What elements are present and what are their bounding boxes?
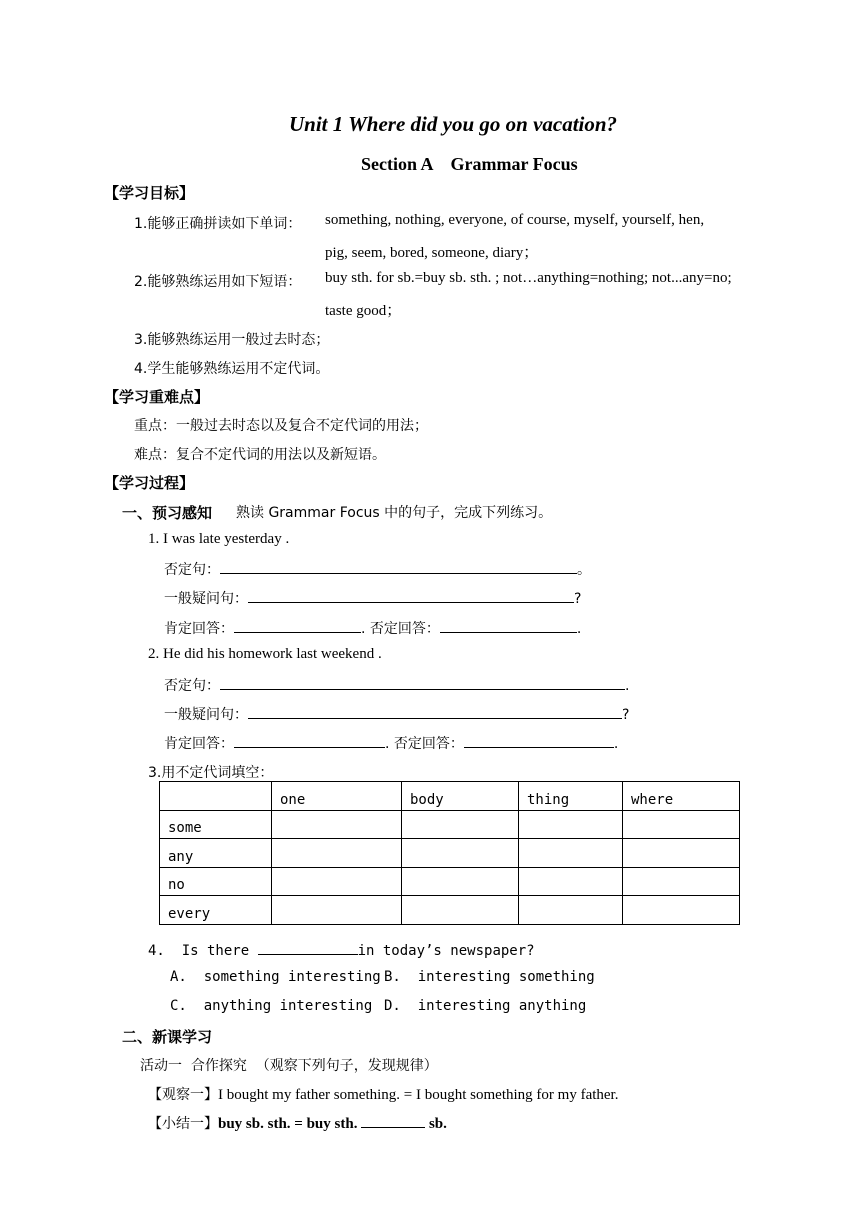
table-header-cell: where bbox=[623, 782, 740, 811]
goal-2-label: 2.能够熟练运用如下短语： bbox=[134, 274, 302, 290]
table-row-label: any bbox=[160, 839, 272, 868]
exercise-1-negative-end: 。 bbox=[577, 562, 591, 578]
exercise-1-no-label: . 否定回答： bbox=[361, 621, 440, 637]
observation-1-text: I bought my father something. = I bought something for my father. bbox=[218, 1087, 619, 1103]
exercise-1-question-label: 一般疑问句： bbox=[164, 591, 248, 607]
goal-2-line-1: buy sth. for sb.=buy sb. sth. ; not…anything=nothing; not...any=no; bbox=[325, 270, 732, 286]
exercise-2-no-blank[interactable] bbox=[464, 733, 614, 748]
table-cell[interactable] bbox=[272, 839, 402, 868]
exercise-1-question-blank[interactable] bbox=[248, 588, 574, 603]
table-cell[interactable] bbox=[402, 896, 519, 925]
table-cell[interactable] bbox=[519, 810, 623, 839]
table-row bbox=[160, 839, 740, 868]
table-header-cell: one bbox=[272, 782, 402, 811]
exercise-2-no-label: . 否定回答： bbox=[385, 736, 464, 752]
table-cell[interactable] bbox=[402, 867, 519, 896]
exercise-1-yes-label: 肯定回答： bbox=[164, 621, 234, 637]
indefinite-pronoun-table bbox=[159, 781, 740, 925]
exercise-2-negative-label: 否定句： bbox=[164, 678, 220, 694]
table-cell[interactable] bbox=[623, 867, 740, 896]
part-2-heading: 二、新课学习 bbox=[122, 1028, 213, 1046]
exercise-4-blank[interactable] bbox=[258, 940, 358, 955]
exercise-2-answer-row bbox=[164, 733, 618, 753]
exercise-2-negative-row bbox=[164, 675, 629, 695]
table-row-label: some bbox=[160, 810, 272, 839]
table-row bbox=[160, 896, 740, 925]
observation-1 bbox=[148, 1084, 618, 1104]
table-header-cell bbox=[160, 782, 272, 811]
exercise-2-question-blank[interactable] bbox=[248, 704, 622, 719]
exercise-2-negative-end: . bbox=[625, 678, 630, 694]
option-b[interactable]: B. interesting something bbox=[384, 969, 595, 985]
table-row bbox=[160, 867, 740, 896]
exercise-1-yes-blank[interactable] bbox=[234, 618, 361, 633]
table-row bbox=[160, 810, 740, 839]
table-header-cell: body bbox=[402, 782, 519, 811]
table-cell[interactable] bbox=[519, 896, 623, 925]
exercise-3-label: 3.用不定代词填空： bbox=[148, 765, 274, 781]
table-row-label: every bbox=[160, 896, 272, 925]
summary-1 bbox=[148, 1113, 447, 1133]
process-heading: 【学习过程】 bbox=[104, 474, 195, 492]
table-cell[interactable] bbox=[272, 810, 402, 839]
table-cell[interactable] bbox=[623, 810, 740, 839]
exercise-4-suffix: in today’s newspaper? bbox=[357, 943, 535, 959]
summary-1-label: 【小结一】 bbox=[148, 1116, 218, 1132]
page-subtitle: Section A Grammar Focus bbox=[361, 154, 578, 174]
exercise-2-question-end: ? bbox=[622, 707, 630, 723]
goals-heading: 【学习目标】 bbox=[104, 184, 195, 202]
exercise-2-yes-blank[interactable] bbox=[234, 733, 385, 748]
table-cell[interactable] bbox=[519, 839, 623, 868]
exercise-1-no-blank[interactable] bbox=[440, 618, 577, 633]
table-header-cell: thing bbox=[519, 782, 623, 811]
goal-3: 3.能够熟练运用一般过去时态； bbox=[134, 332, 330, 348]
table-cell[interactable] bbox=[519, 867, 623, 896]
exercise-1-negative-row bbox=[164, 559, 591, 579]
exercise-1-question-row bbox=[164, 588, 581, 608]
key-points-heading: 【学习重难点】 bbox=[104, 388, 210, 406]
summary-1-text-a: buy sb. sth. = buy sth. bbox=[218, 1116, 362, 1132]
page-title: Unit 1 Where did you go on vacation? bbox=[289, 112, 618, 136]
exercise-1-answer-row bbox=[164, 618, 581, 638]
table-cell[interactable] bbox=[402, 839, 519, 868]
exercise-2-question-label: 一般疑问句： bbox=[164, 707, 248, 723]
exercise-2-no-end: . bbox=[613, 736, 619, 752]
table-cell[interactable] bbox=[623, 839, 740, 868]
exercise-1-negative-label: 否定句： bbox=[164, 562, 220, 578]
summary-1-text-b: sb. bbox=[425, 1116, 447, 1132]
exercise-4-question bbox=[148, 940, 535, 959]
part-1-instruction: 熟读 Grammar Focus 中的句子，完成下列练习。 bbox=[236, 505, 553, 521]
goal-4: 4.学生能够熟练运用不定代词。 bbox=[134, 361, 330, 377]
table-cell[interactable] bbox=[402, 810, 519, 839]
table-cell[interactable] bbox=[272, 896, 402, 925]
option-c[interactable]: C. anything interesting bbox=[170, 998, 373, 1014]
goal-1-line-2: pig, seem, bored, someone, diary； bbox=[325, 245, 539, 261]
summary-1-blank[interactable] bbox=[361, 1113, 425, 1128]
exercise-1-question-end: ? bbox=[574, 591, 582, 607]
observation-1-label: 【观察一】 bbox=[148, 1087, 218, 1103]
activity-1: 活动一 合作探究 （观察下列句子，发现规律） bbox=[140, 1058, 438, 1074]
option-a[interactable]: A. something interesting bbox=[170, 969, 381, 985]
difficulty-point: 难点：复合不定代词的用法以及新短语。 bbox=[134, 447, 386, 463]
table-row-label: no bbox=[160, 867, 272, 896]
part-1-heading: 一、预习感知 bbox=[122, 504, 213, 522]
exercise-2-sentence: 2. He did his homework last weekend . bbox=[148, 646, 382, 662]
table-cell[interactable] bbox=[272, 867, 402, 896]
exercise-2-yes-label: 肯定回答： bbox=[164, 736, 234, 752]
goal-2-line-2: taste good； bbox=[325, 303, 402, 319]
exercise-1-negative-blank[interactable] bbox=[220, 559, 577, 574]
goal-1-line-1: something, nothing, everyone, of course, myself, yourself, hen, bbox=[325, 212, 705, 228]
table-header-row bbox=[160, 782, 740, 811]
exercise-2-question-row bbox=[164, 704, 629, 724]
option-d[interactable]: D. interesting anything bbox=[384, 998, 587, 1014]
goal-1-label: 1.能够正确拼读如下单词： bbox=[134, 216, 302, 232]
table-cell[interactable] bbox=[623, 896, 740, 925]
exercise-2-negative-blank[interactable] bbox=[220, 675, 625, 690]
exercise-1-no-end: . bbox=[576, 621, 582, 637]
exercise-4-prefix: 4. Is there bbox=[148, 943, 258, 959]
exercise-1-sentence: 1. I was late yesterday . bbox=[148, 531, 290, 547]
focus-point: 重点：一般过去时态以及复合不定代词的用法； bbox=[134, 418, 428, 434]
